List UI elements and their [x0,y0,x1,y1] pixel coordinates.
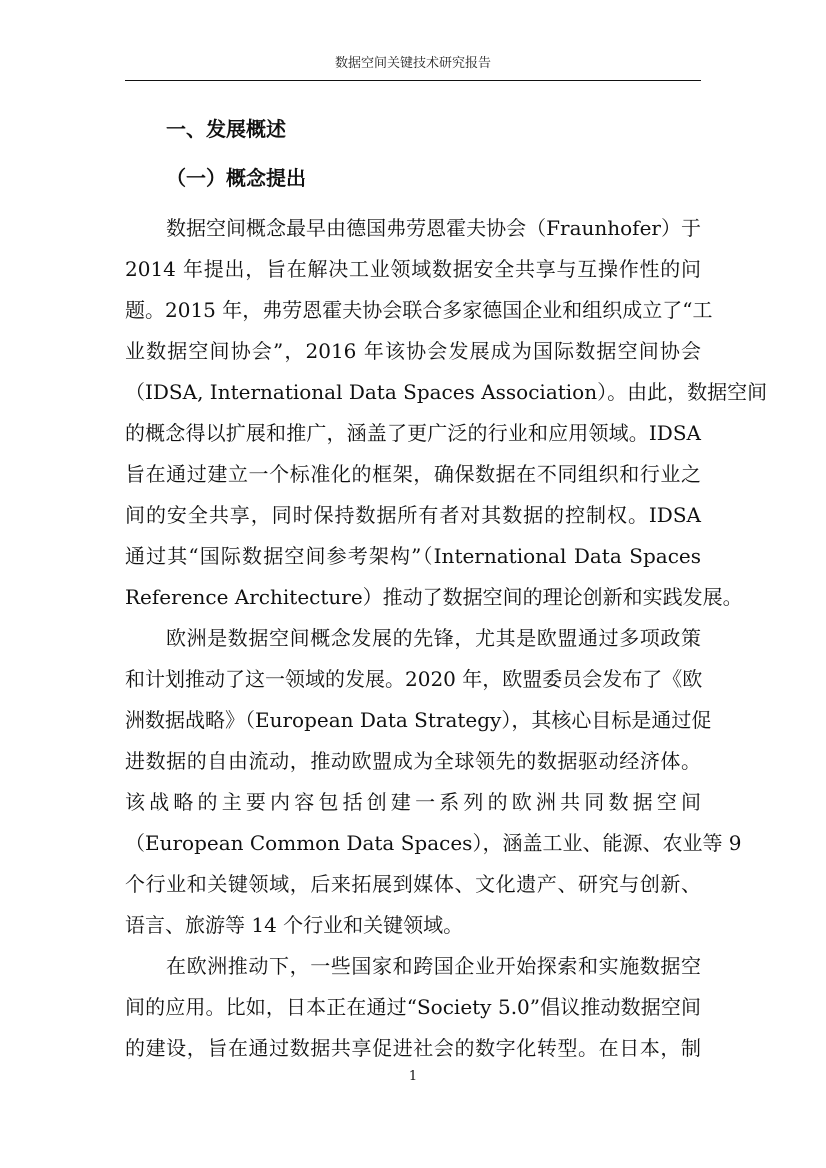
paragraph-line: （European Common Data Spaces），涵盖工业、能源、农业等 9 [125,831,742,855]
paragraph-line: 通过其“国际数据空间参考架构”（International Data Spaces [125,544,701,568]
paragraph-line: 语言、旅游等 14 个行业和关键领域。 [125,913,464,937]
paragraph-line: 题。2015 年，弗劳恩霍夫协会联合多家德国企业和组织成立了“工 [125,298,713,322]
paragraph-line: 和计划推动了这一领域的发展。2020 年，欧盟委员会发布了《欧 [125,667,703,691]
paragraph-line: 旨在通过建立一个标准化的框架，确保数据在不同组织和行业之 [125,462,701,486]
paragraph-line: 在欧洲推动下，一些国家和跨国企业开始探索和实施数据空 [166,954,701,978]
header-divider [125,80,701,81]
paragraph-line: 该战略的主要内容包括创建一系列的欧洲共同数据空间 [125,790,701,814]
paragraph-line: 进数据的自由流动，推动欧盟成为全球领先的数据驱动经济体。 [125,749,701,773]
running-header: 数据空间关键技术研究报告 [334,56,491,71]
paragraph-line: 数据空间概念最早由德国弗劳恩霍夫协会（Fraunhofer）于 [166,216,701,240]
paragraph-line: 欧洲是数据空间概念发展的先锋，尤其是欧盟通过多项政策 [166,626,701,650]
section-heading: 一、发展概述 [166,117,286,141]
paragraph-line: 个行业和关键领域，后来拓展到媒体、文化遗产、研究与创新、 [125,872,701,896]
paragraph-line: 洲数据战略》（European Data Strategy），其核心目标是通过促 [125,708,712,732]
paragraph-line: Reference Architecture）推动了数据空间的理论创新和实践发展。 [125,585,743,609]
section-subheading: （一）概念提出 [166,166,306,190]
paragraph-line: 间的应用。比如，日本正在通过“Society 5.0”倡议推动数据空间 [125,995,701,1019]
paragraph-line: 2014 年提出，旨在解决工业领域数据安全共享与互操作性的问 [125,257,701,281]
paragraph-line: 间的安全共享，同时保持数据所有者对其数据的控制权。IDSA [125,503,701,527]
paragraph-line: （IDSA, International Data Spaces Association）。由此，数据空间 [125,380,768,404]
page-number: 1 [408,1069,418,1084]
paragraph-line: 的建设，旨在通过数据共享促进社会的数字化转型。在日本，制 [125,1036,701,1060]
paragraph-line: 业数据空间协会”，2016 年该协会发展成为国际数据空间协会 [125,339,701,363]
paragraph-line: 的概念得以扩展和推广，涵盖了更广泛的行业和应用领域。IDSA [125,421,701,445]
